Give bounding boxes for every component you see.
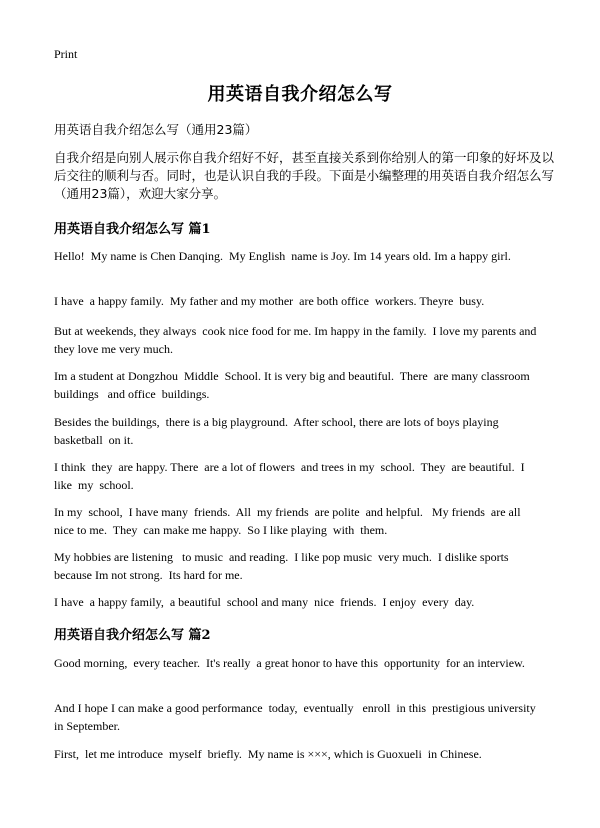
paragraph: Hello! My name is Chen Danqing. My English name is Joy. Im 14 years old. Im a happy girl. [54, 249, 511, 263]
paragraph: In my school, I have many friends. All my friends are polite and helpful. My friends are all nice to me. They can make me happy. So I like playing with them. [54, 505, 524, 537]
print-link[interactable]: Print [54, 47, 78, 61]
page-title: 用英语自我介绍怎么写 [207, 84, 393, 105]
intro-paragraph: 自我介绍是向别人展示你自我介绍好不好，甚至直接关系到你给别人的第一印象的好坏及以后交往的顺利与否。同时，也是认识自我的手段。下面是小编整理的用英语自我介绍怎么写（通用23篇），欢迎大家分享。 [54, 150, 555, 201]
paragraph: But at weekends, they always cook nice food for me. Im happy in the family. I love my parents and they love me very much. [54, 324, 540, 356]
paragraph: Good morning, every teacher. It's really a great honor to have this opportunity for an interview. [54, 656, 525, 670]
paragraph: I think they are happy. There are a lot of flowers and trees in my school. They are beautiful. I like my school. [54, 460, 528, 492]
paragraph: And I hope I can make a good performance today, eventually enroll in this prestigious university in September. [54, 701, 545, 733]
paragraph: First, let me introduce myself briefly. My name is ×××, which is Guoxueli in Chinese. [54, 747, 482, 761]
section-1-heading: 用英语自我介绍怎么写 篇1 [54, 222, 211, 237]
paragraph: I have a happy family, a beautiful school and many nice friends. I enjoy every day. [54, 595, 475, 609]
paragraph: Besides the buildings, there is a big playground. After school, there are lots of boys playing basketball on it. [54, 415, 505, 447]
paragraph: Im a student at Dongzhou Middle School. It is very big and beautiful. There are many classroom buildings and office buildings. [54, 369, 536, 401]
paragraph: My hobbies are listening to music and reading. I like pop music very much. I dislike sports because Im not strong. Its hard for me. [54, 550, 512, 582]
paragraph: I have a happy family. My father and my mother are both office workers. Theyre busy. [54, 294, 485, 308]
section-2-heading: 用英语自我介绍怎么写 篇2 [54, 628, 211, 643]
subtitle: 用英语自我介绍怎么写（通用23篇） [54, 122, 258, 137]
